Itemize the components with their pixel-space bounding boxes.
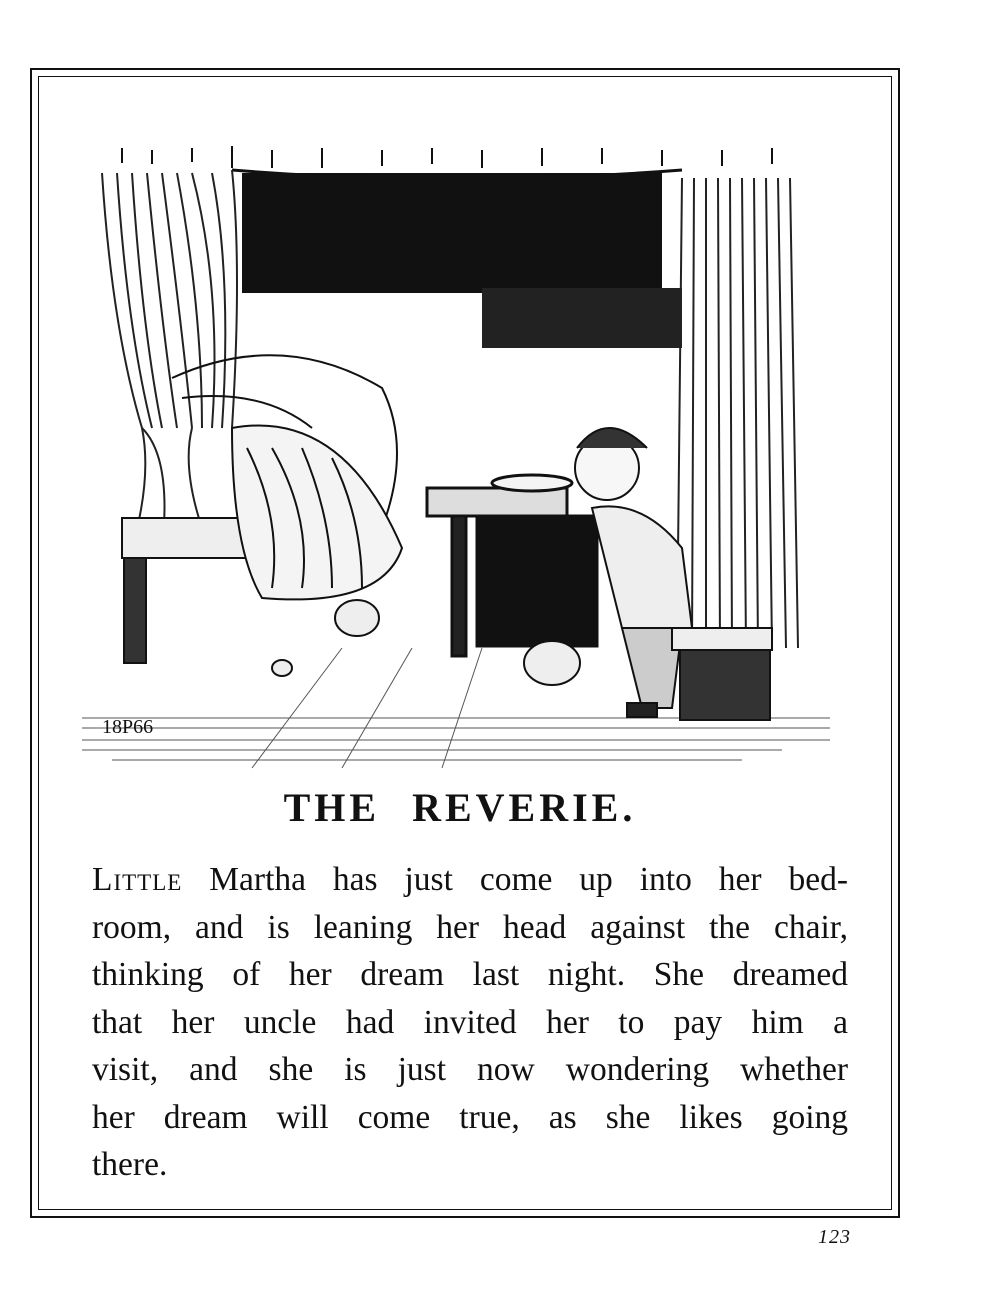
page-number: 123 — [818, 1226, 851, 1248]
monogram-text: 18P66 — [102, 716, 154, 738]
story-line-3: thinking of her dream last night. She dreamed — [92, 956, 848, 993]
story-text — [92, 856, 848, 1189]
story-line-1 — [92, 856, 848, 904]
story-lead-word: Little — [92, 861, 183, 898]
story-line-4: that her uncle had invited her to pay him a — [92, 1003, 848, 1041]
story-line-6: her dream will come true, as she likes going — [92, 1098, 848, 1136]
story-line-2: room, and is leaning her head against the chair, — [92, 908, 848, 946]
page-title: THE REVERIE. — [283, 785, 637, 830]
story-line-1-rest: Martha has just come up into her bed- — [182, 861, 848, 898]
story-line-5: visit, and she is just now wondering whether — [92, 1051, 848, 1088]
story-line-7: there. — [92, 1146, 168, 1183]
bedroom-engraving-illustration — [82, 128, 830, 776]
